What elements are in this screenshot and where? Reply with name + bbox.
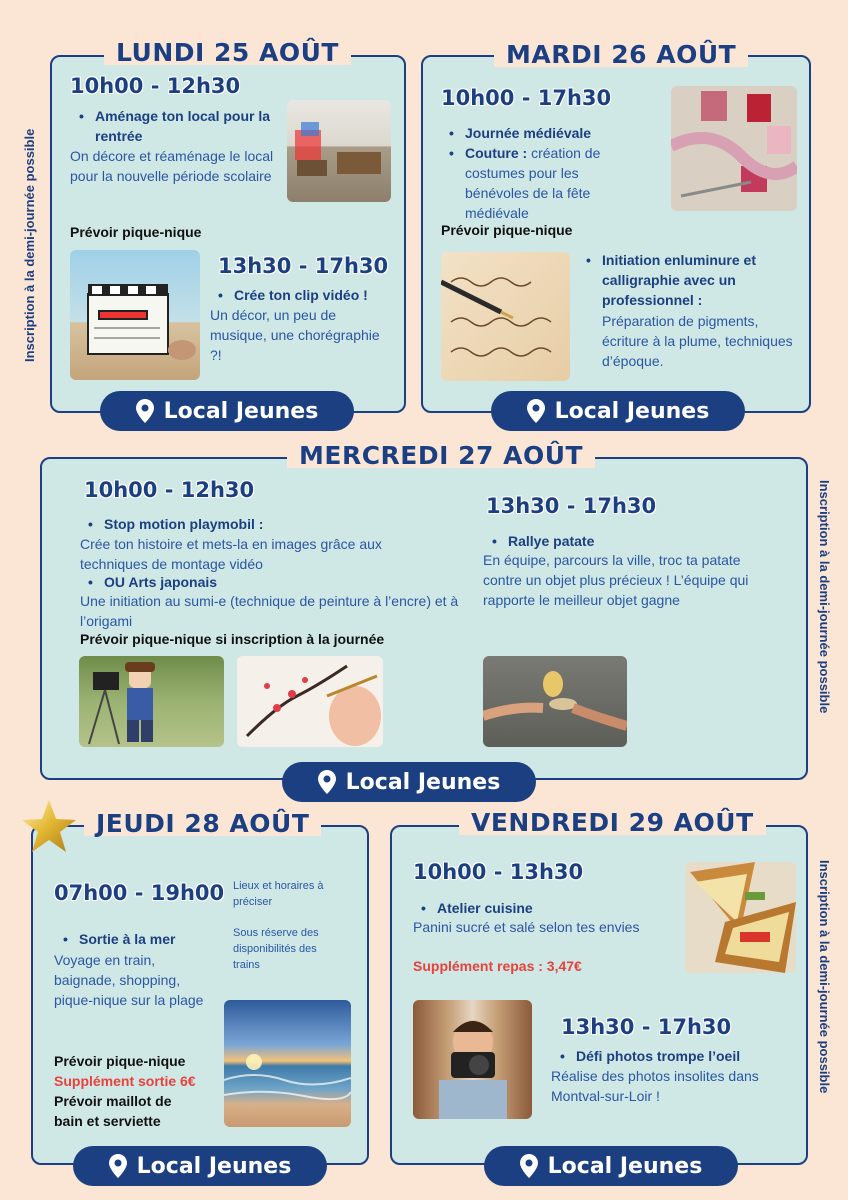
location-pin-icon — [527, 399, 545, 423]
thursday-time-note: Lieux et horaires à préciser — [233, 880, 324, 908]
thursday-train-note: Sous réserve des disponibilités des trains — [233, 927, 319, 971]
wednesday-activity-1-desc: Crée ton histoire et mets-la en images grâce aux techniques de montage vidéo — [80, 536, 382, 572]
monday-title: LUNDI 25 AOÛT — [104, 40, 351, 65]
tuesday-activity-2: Couture : création de costumes pour les bénévoles de la fête médiévale • — [449, 145, 601, 221]
monday-location-button[interactable] — [100, 391, 354, 431]
friday-morning-desc: Panini sucré et salé selon tes envies — [413, 919, 640, 935]
thursday-location-button[interactable] — [73, 1146, 327, 1186]
friday-afternoon-time: 13h30 - 17h30 — [561, 1015, 732, 1039]
side-note-right-1: Inscription à la demi-journée possible — [817, 480, 832, 714]
location-label: Local Jeunes — [136, 1153, 292, 1179]
wednesday-location-button[interactable] — [282, 762, 536, 802]
monday-morning-activity: • Aménage ton local pour la rentrée — [95, 106, 285, 146]
tuesday-location-button[interactable] — [491, 391, 745, 431]
monday-afternoon-activity: • Crée ton clip vidéo ! — [234, 285, 368, 305]
location-label: Local Jeunes — [554, 398, 710, 424]
thursday-activity-desc: Voyage en train, baignade, shopping, pique-nique sur la plage — [54, 952, 204, 1008]
monday-morning-time: 10h00 - 12h30 — [70, 74, 241, 98]
photographer-photo — [413, 1000, 532, 1119]
friday-location-button[interactable] — [484, 1146, 738, 1186]
wednesday-activity-2: • OU Arts japonais — [104, 572, 217, 592]
tuesday-title: MARDI 26 AOÛT — [494, 42, 748, 67]
clapperboard-photo — [70, 250, 200, 380]
sewing-photo — [671, 86, 797, 211]
wednesday-title: MERCREDI 27 AOÛT — [287, 443, 595, 468]
location-label: Local Jeunes — [163, 398, 319, 424]
sumi-e-photo — [237, 656, 383, 747]
potato-trade-photo — [483, 656, 627, 747]
monday-afternoon-time: 13h30 - 17h30 — [218, 254, 389, 278]
friday-afternoon-activity: • Défi photos trompe l’oeil — [576, 1046, 740, 1066]
wednesday-activity-2-desc: Une initiation au sumi-e (technique de peinture à l’encre) et à l’origami — [80, 593, 459, 629]
wednesday-activity-1: • Stop motion playmobil : — [104, 514, 263, 534]
tuesday-activity-2-desc: création de costumes pour les bénévoles de la fête médiévale — [465, 145, 601, 221]
calligraphy-photo — [441, 252, 570, 381]
playmobil-photo — [79, 656, 224, 747]
star-icon — [20, 798, 78, 856]
tuesday-activity-1: • Journée médiévale — [465, 123, 591, 143]
room-photo — [287, 100, 391, 202]
beach-photo — [224, 1000, 351, 1127]
side-note-right-2: Inscription à la demi-journée possible — [817, 860, 832, 1094]
friday-afternoon-desc: Réalise des photos insolites dans Montval-sur-Loir ! — [551, 1068, 759, 1104]
thursday-note-1: Prévoir pique-nique — [54, 1053, 186, 1069]
friday-morning-activity: • Atelier cuisine — [437, 898, 533, 918]
thursday-time: 07h00 - 19h00 — [54, 881, 225, 905]
monday-morning-desc: On décore et réaménage le local pour la nouvelle période scolaire — [70, 148, 274, 184]
tuesday-activity-3: • Initiation enluminure et calligraphie avec un professionnel : — [602, 250, 792, 310]
monday-afternoon-desc: Un décor, un peu de musique, une chorégraphie ?! — [210, 307, 380, 363]
thursday-title: JEUDI 28 AOÛT — [84, 811, 321, 836]
location-pin-icon — [109, 1154, 127, 1178]
thursday-activity: • Sortie à la mer — [79, 929, 176, 949]
location-label: Local Jeunes — [345, 769, 501, 795]
friday-morning-time: 10h00 - 13h30 — [413, 860, 584, 884]
tuesday-activity-3-desc: Préparation de pigments, écriture à la plume, techniques d’époque. — [602, 313, 793, 369]
location-pin-icon — [136, 399, 154, 423]
wednesday-morning-time: 10h00 - 12h30 — [84, 478, 255, 502]
wednesday-afternoon-desc: En équipe, parcours la ville, troc ta patate contre un objet plus précieux ! L’équipe qui rapporte le meilleur objet gagne — [483, 552, 749, 608]
location-label: Local Jeunes — [547, 1153, 703, 1179]
friday-title: VENDREDI 29 AOÛT — [459, 810, 766, 835]
friday-supplement: Supplément repas : 3,47€ — [413, 958, 582, 974]
thursday-supplement: Supplément sortie 6€ — [54, 1073, 196, 1089]
wednesday-afternoon-time: 13h30 - 17h30 — [486, 494, 657, 518]
tuesday-note: Prévoir pique-nique — [441, 222, 573, 238]
tuesday-time: 10h00 - 17h30 — [441, 86, 612, 110]
location-pin-icon — [318, 770, 336, 794]
panini-photo — [685, 862, 796, 973]
monday-note: Prévoir pique-nique — [70, 224, 202, 240]
location-pin-icon — [520, 1154, 538, 1178]
tuesday-activity-2-label: Couture : — [465, 145, 528, 161]
wednesday-afternoon-activity: • Rallye patate — [508, 531, 594, 551]
wednesday-note: Prévoir pique-nique si inscription à la journée — [80, 631, 385, 647]
side-note-left: Inscription à la demi-journée possible — [22, 128, 37, 362]
thursday-note-2: Prévoir maillot de bain et serviette — [54, 1093, 172, 1129]
